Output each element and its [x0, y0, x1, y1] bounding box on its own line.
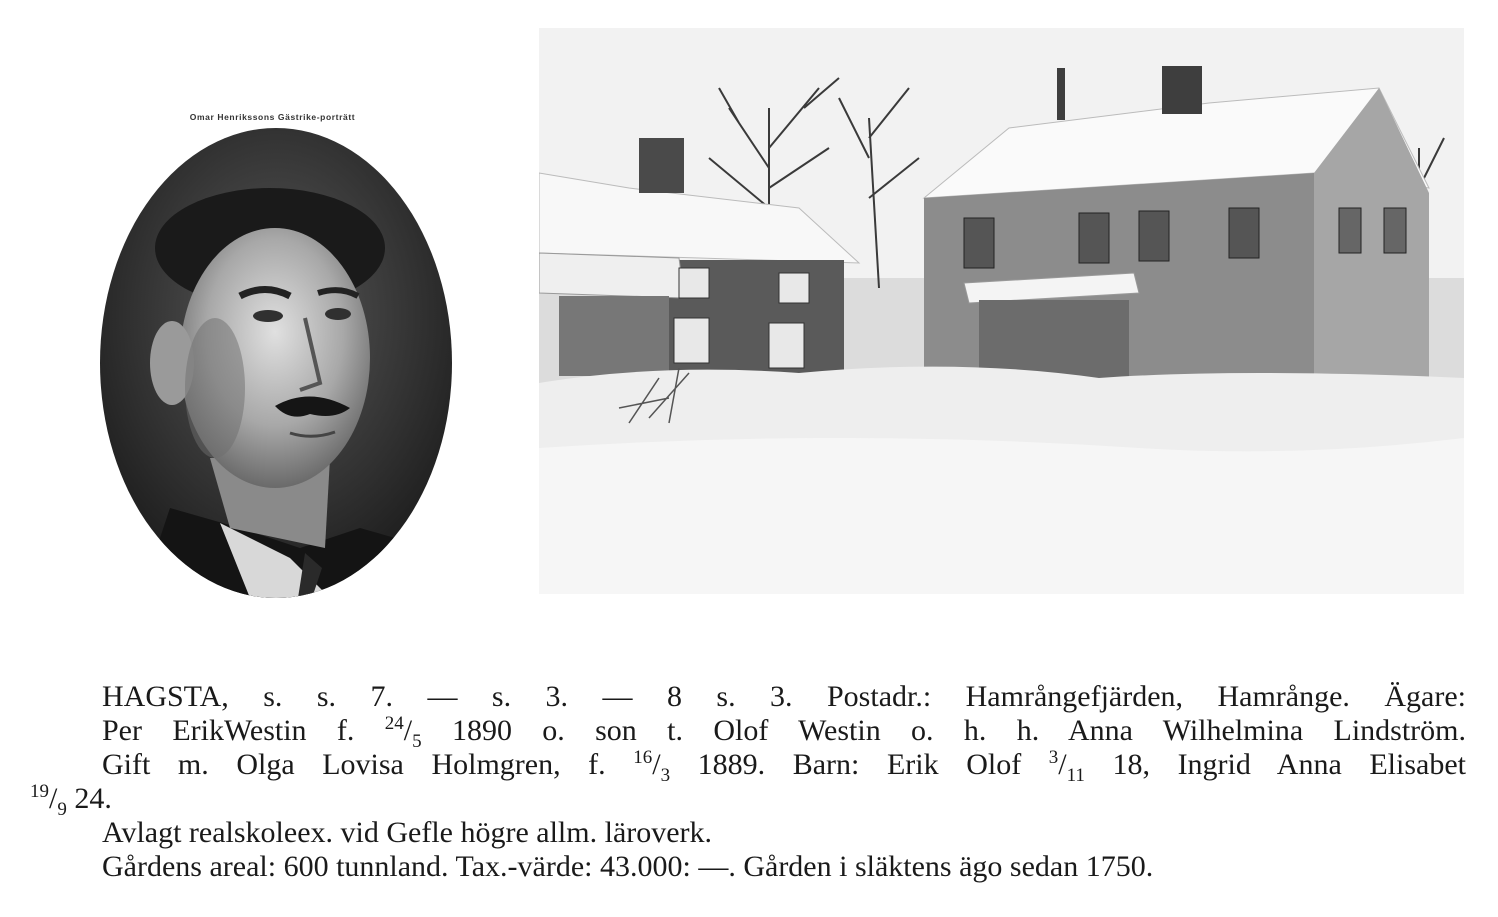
entry-farm-details: Gårdens areal: 600 tunnland. Tax.-värde: 43.000: —. Gården i släktens ägo sedan 1750.: [102, 850, 1154, 883]
portrait-photo: [100, 128, 453, 598]
portrait-watermark: Omar Henrikssons Gästrike-porträtt: [189, 112, 356, 122]
entry-line-4: $^{19}/_9$ 24.: [30, 781, 112, 820]
entry-header-paragraph: [30, 680, 1466, 786]
entry-line-3: Gift m. Olga Lovisa Holmgren, f. $^{16}/_3$ 1889. Barn: Erik Olof $^3/_{11}$ 18, Ingrid Anna Elisabet: [102, 747, 1466, 786]
farm-entry-text: [30, 680, 1466, 884]
entry-line-1: HAGSTA, s. s. 7. — s. 3. — 8 s. 3. Postadr.: Hamrångefjärden, Hamrånge. Ägare:: [102, 680, 1466, 713]
entry-line-2: Per ErikWestin f. $^{24}/_5$ 1890 o. son t. Olof Westin o. h. h. Anna Wilhelmina Lindström.: [102, 713, 1466, 752]
entry-education: Avlagt realskoleex. vid Gefle högre allm. läroverk.: [102, 816, 713, 849]
farm-house-photo: [539, 28, 1464, 594]
